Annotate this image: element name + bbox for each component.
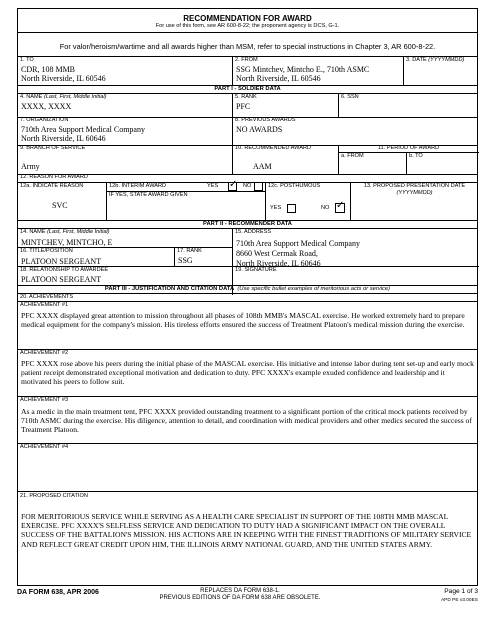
achievement-2-text[interactable]: PFC XXXX rose above his peers during the initial phase of the MASCAL exercise. His initiative and intense labor during tent set-up and early mock patient receipt demonstrated exceptional motivation and dedication to duty. PFC XXXX's example exuded confidence and leadership and it motivated his peers to follow suit. xyxy=(21,359,474,387)
rank-label: 5. RANK xyxy=(235,94,257,100)
achievements-label: 20. ACHIEVEMENTS xyxy=(20,294,74,300)
check-icon: ✓ xyxy=(229,179,238,190)
posthumous-yes-label: YES xyxy=(270,205,282,211)
presentation-date-hint: (YYYYMMDD) xyxy=(396,190,433,196)
from-label: 2. FROM xyxy=(235,57,258,63)
date-label: 3. DATE (YYYYMMDD) xyxy=(406,57,465,63)
page-number: Page 1 of 3 xyxy=(444,588,478,595)
form-title: RECOMMENDATION FOR AWARD xyxy=(183,14,312,23)
from-line1[interactable]: SSG Mintchev, Mintcho E., 710th ASMC xyxy=(236,65,370,74)
posthumous-label: 12c. POSTHUMOUS xyxy=(268,183,321,189)
achievement-4-label: ACHIEVEMENT #4 xyxy=(20,444,69,450)
part3-title: PART III - JUSTIFICATION AND CITATION DATA (Use specific bullet examples of meritorious acts or service) xyxy=(104,286,391,292)
recommended-award-label: 10. RECOMMENDED AWARD xyxy=(235,145,312,151)
award-form xyxy=(17,8,478,586)
form-subtitle: For use of this form, see AR 600-8-22; the proponent agency is DCS, G-1. xyxy=(155,23,340,29)
rec-name-label: 14. NAME (Last, First, Middle Initial) xyxy=(20,229,110,235)
reason-label: 12. REASON FOR AWARD xyxy=(20,174,88,180)
address-line3[interactable]: North Riverside, IL 60646 xyxy=(236,259,321,268)
interim-yes-checkbox[interactable] xyxy=(228,179,238,191)
posthumous-yes-checkbox[interactable] xyxy=(287,204,296,213)
replaces-note: REPLACES DA FORM 638-1. xyxy=(200,588,280,594)
relationship-field[interactable]: PLATOON SERGEANT xyxy=(21,275,102,284)
period-to-label: b. TO xyxy=(409,153,423,159)
previous-awards-field[interactable]: NO AWARDS xyxy=(236,125,283,134)
title-position-label: 16. TITLE/POSITION xyxy=(20,248,73,254)
achievement-3-label: ACHIEVEMENT #3 xyxy=(20,397,69,403)
name-field[interactable]: XXXX, XXXX xyxy=(21,102,72,111)
part2-title: PART II - RECOMMENDER DATA xyxy=(203,221,292,227)
to-label: 1. TO xyxy=(20,57,34,63)
interim-yes-label: YES xyxy=(207,183,219,189)
relationship-label: 18. RELATIONSHIP TO AWARDEE xyxy=(20,267,109,273)
organization-line1[interactable]: 710th Area Support Medical Company xyxy=(21,125,145,134)
achievement-2-label: ACHIEVEMENT #2 xyxy=(20,350,69,356)
title-position-field[interactable]: PLATOON SERGEANT xyxy=(21,257,102,266)
branch-field[interactable]: Army xyxy=(21,162,40,171)
posthumous-no-label: NO xyxy=(321,205,330,211)
achievement-3-text[interactable]: As a medic in the main treatment tent, PFC XXXX provided outstanding treatment to a significant portion of the critical mock patients received by 710th ASMC during the exercise. His diligence, attention to detail, and coordination with medical providers and other medics secured the success of Treatment Platoon. xyxy=(21,407,472,435)
rec-rank-label: 17. RANK xyxy=(177,248,202,254)
to-line2[interactable]: North Riverside, IL 60546 xyxy=(21,74,106,83)
period-from-label: a. FROM xyxy=(341,153,364,159)
branch-label: 9. BRANCH OF SERVICE xyxy=(20,145,86,151)
period-label: 11. PERIOD OF AWARD xyxy=(377,145,440,151)
version-tag: APD PE v3.00ES xyxy=(440,598,478,603)
address-label: 15. ADDRESS xyxy=(235,229,272,235)
special-instructions: For valor/heroism/wartime and all awards higher than MSM, refer to special instructions in Chapter 3, AR 600-8-22. xyxy=(59,42,436,51)
achievement-1-label: ACHIEVEMENT #1 xyxy=(20,302,69,308)
rec-rank-field[interactable]: SSG xyxy=(178,256,193,265)
signature-label: 19. SIGNATURE xyxy=(235,267,277,273)
citation-label: 21. PROPOSED CITATION xyxy=(20,493,88,499)
from-line2[interactable]: North Riverside, IL 60546 xyxy=(236,74,321,83)
organization-line2[interactable]: North Riverside, IL 60646 xyxy=(21,134,106,143)
address-line1[interactable]: 710th Area Support Medical Company xyxy=(236,239,360,248)
form-id: DA FORM 638, APR 2006 xyxy=(17,589,99,596)
interim-no-checkbox[interactable] xyxy=(254,182,263,191)
address-line2[interactable]: 8660 West Cermak Road, xyxy=(236,249,318,258)
indicate-reason-label: 12a. INDICATE REASON xyxy=(20,183,84,189)
interim-award-label: 12b. INTERIM AWARD xyxy=(109,183,167,189)
organization-label: 7. ORGANIZATION xyxy=(20,117,69,123)
state-award-label: IF YES, STATE AWARD GIVEN xyxy=(109,192,188,198)
name-label: 4. NAME (Last, First, Middle Initial) xyxy=(20,94,107,100)
indicate-reason-field[interactable]: SVC xyxy=(52,201,68,210)
rank-field[interactable]: PFC xyxy=(236,102,251,111)
part1-title: PART I - SOLDIER DATA xyxy=(214,86,281,92)
ssn-label: 6. SSN xyxy=(341,94,359,100)
citation-text[interactable]: FOR MERITORIOUS SERVICE WHILE SERVING AS A HEALTH CARE SPECIALIST IN SUPPORT OF THE 108TH MMB MASCAL EXERCISE. PFC XXXX'S SELFLESS SERVICE AND DEDICATION TO DUTY HAD A SIGNIFICANT IMPACT ON THE OVERALL SUCCESS OF THE BATTALION'S MISSION. HIS ACTIONS ARE IN KEEPING WITH THE FINEST TRADITIONS OF MILITARY SERVICE AND REFLECT GREAT CREDIT UPON HIM, THE ILLINOIS ARMY NATIONAL GUARD, AND THE UNITED STATES ARMY. xyxy=(21,512,472,549)
recommended-award-field[interactable]: AAM xyxy=(253,162,272,171)
previous-awards-label: 8. PREVIOUS AWARDS xyxy=(235,117,296,123)
rec-name-field[interactable]: MINTCHEV, MINTCHO, E xyxy=(21,238,113,247)
presentation-date-label: 13. PROPOSED PRESENTATION DATE xyxy=(363,183,466,189)
posthumous-no-checkbox[interactable] xyxy=(335,200,345,213)
achievement-1-text[interactable]: PFC XXXX displayed great attention to mission throughout all phases of 108th MMB's MASCAL exercise. He worked extremely hard to prepare medical equipment for the company's mission. His tireless efforts ensured the success of Treatment Platoon's medical mission during the exercise. xyxy=(21,311,465,330)
obsolete-note: PREVIOUS EDITIONS OF DA FORM 638 ARE OBSOLETE. xyxy=(159,595,321,601)
interim-no-label: NO xyxy=(243,183,252,189)
check-icon: ✓ xyxy=(336,200,345,211)
to-line1[interactable]: CDR, 108 MMB xyxy=(21,65,76,74)
